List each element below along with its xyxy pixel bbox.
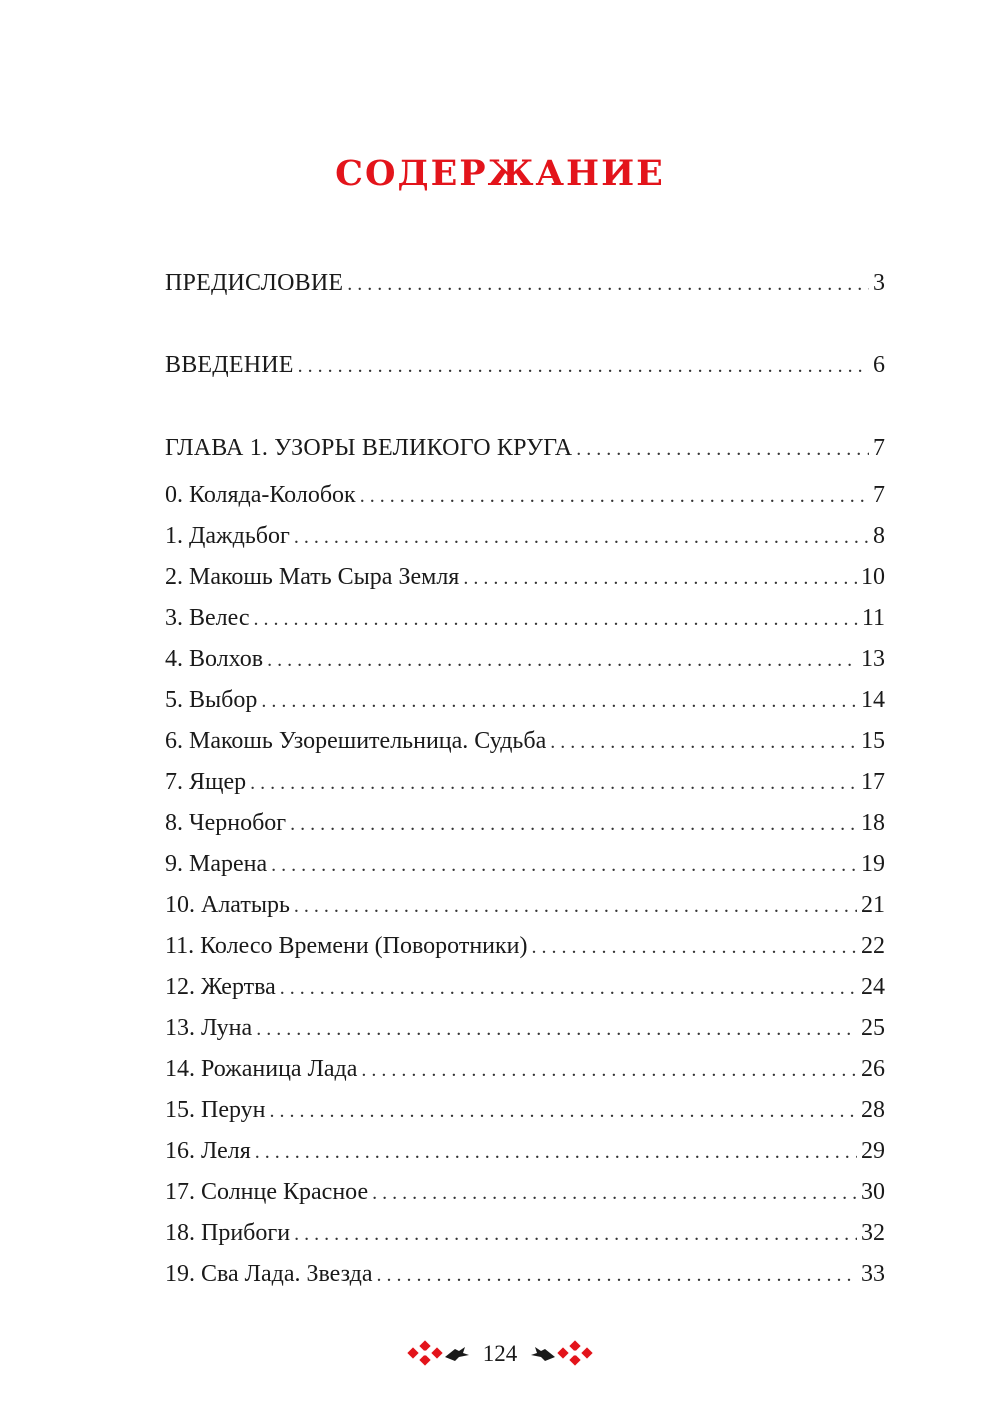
toc-entry[interactable]: [165, 888, 885, 922]
toc-entry[interactable]: [165, 642, 885, 676]
toc-page-number: 17: [861, 769, 885, 795]
dot-leader: [532, 930, 857, 964]
toc-entry-label: 16. Леля: [165, 1138, 251, 1164]
toc-page-number: 18: [861, 810, 885, 836]
toc-entry[interactable]: [165, 683, 885, 717]
toc-entry[interactable]: [165, 1175, 885, 1209]
toc-section-label: ВВЕДЕНИЕ: [165, 352, 294, 378]
toc-page-number: 6: [873, 352, 885, 378]
toc-page-number: 21: [861, 892, 885, 918]
dot-leader: [294, 889, 857, 923]
toc-entry-label: 1. Даждьбог: [165, 523, 290, 549]
toc-page-number: 7: [873, 482, 885, 508]
toc-entry[interactable]: [165, 765, 885, 799]
toc-page-number: 8: [873, 523, 885, 549]
dot-leader: [298, 349, 869, 383]
toc-entry-label: 4. Волхов: [165, 646, 264, 672]
dot-leader: [255, 1135, 857, 1169]
toc-page-number: 10: [861, 564, 885, 590]
toc-entry[interactable]: [165, 1216, 885, 1250]
dot-leader: [550, 725, 857, 759]
toc-page-number: 19: [861, 851, 885, 877]
toc-entry-label: 17. Солнце Красное: [165, 1179, 369, 1205]
dot-leader: [576, 432, 869, 466]
toc-page-number: 30: [861, 1179, 885, 1205]
toc-entry[interactable]: [165, 519, 885, 553]
dot-leader: [270, 1094, 857, 1128]
toc-page-number: 24: [861, 974, 885, 1000]
toc-entry[interactable]: [165, 1257, 885, 1291]
toc-entry-label: 18. Прибоги: [165, 1220, 291, 1246]
toc-entry-label: 5. Выбор: [165, 687, 258, 713]
page-footer: [0, 1337, 1000, 1371]
toc-entry-label: 13. Луна: [165, 1015, 253, 1041]
toc-page-number: 28: [861, 1097, 885, 1123]
page-title: содержание: [335, 138, 665, 197]
folk-ornament-left-icon: [405, 1339, 471, 1369]
toc-page-number: 14: [861, 687, 885, 713]
dot-leader: [463, 561, 857, 595]
toc-section-chapter-1[interactable]: [165, 431, 885, 465]
toc-page-number: 32: [861, 1220, 885, 1246]
dot-leader: [280, 971, 857, 1005]
toc-page-number: 33: [861, 1261, 885, 1287]
toc-section-introduction[interactable]: [165, 348, 885, 382]
dot-leader: [294, 520, 869, 554]
dot-leader: [294, 1217, 857, 1251]
toc-entry-label: 3. Велес: [165, 605, 250, 631]
toc-entry[interactable]: [165, 601, 885, 635]
toc-page-number: 11: [861, 605, 885, 631]
toc-entry[interactable]: [165, 847, 885, 881]
toc-entry-label: 8. Чернобог: [165, 810, 287, 836]
dot-leader: [360, 479, 869, 513]
page-number: 124: [482, 1341, 518, 1366]
dot-leader: [290, 807, 857, 841]
toc-entry[interactable]: [165, 478, 885, 512]
toc-page-number: 7: [873, 435, 885, 461]
dot-leader: [267, 643, 857, 677]
toc-section-preface[interactable]: [165, 266, 885, 300]
toc-entry[interactable]: [165, 1011, 885, 1045]
dot-leader: [256, 1012, 857, 1046]
dot-leader: [361, 1053, 857, 1087]
toc-entry-label: 9. Марена: [165, 851, 268, 877]
toc-page-number: 22: [861, 933, 885, 959]
toc-entry-label: 15. Перун: [165, 1097, 266, 1123]
toc-entry-label: 11. Колесо Времени (Поворотники): [165, 933, 528, 959]
toc-entry-label: 10. Алатырь: [165, 892, 290, 918]
toc-entry[interactable]: [165, 560, 885, 594]
toc-entry[interactable]: [165, 929, 885, 963]
dot-leader: [254, 602, 858, 636]
toc-page-number: 25: [861, 1015, 885, 1041]
dot-leader: [347, 267, 869, 301]
toc-section-label: ГЛАВА 1. УЗОРЫ ВЕЛИКОГО КРУГА: [165, 435, 573, 461]
toc-entry[interactable]: [165, 1052, 885, 1086]
toc-entry-label: 12. Жертва: [165, 974, 276, 1000]
toc-entry-label: 7. Ящер: [165, 769, 247, 795]
toc-entry[interactable]: [165, 724, 885, 758]
dot-leader: [261, 684, 857, 718]
toc-entry-label: 14. Рожаница Лада: [165, 1056, 358, 1082]
toc-section-label: ПРЕДИСЛОВИЕ: [165, 270, 344, 296]
toc-entry-label: 19. Сва Лада. Звезда: [165, 1261, 373, 1287]
toc-page-number: 26: [861, 1056, 885, 1082]
dot-leader: [372, 1176, 857, 1210]
toc-page-number: 29: [861, 1138, 885, 1164]
dot-leader: [250, 766, 857, 800]
dot-leader: [271, 848, 857, 882]
toc-entry[interactable]: [165, 1134, 885, 1168]
toc-entry-label: 0. Коляда-Колобок: [165, 482, 356, 508]
toc-entry[interactable]: [165, 806, 885, 840]
toc-page-number: 13: [861, 646, 885, 672]
folk-ornament-right-icon: [529, 1339, 595, 1369]
toc-entry[interactable]: [165, 970, 885, 1004]
toc-entry-label: 6. Макошь Узорешительница. Судьба: [165, 728, 547, 754]
toc-page-number: 3: [873, 270, 885, 296]
toc-entry-label: 2. Макошь Мать Сыра Земля: [165, 564, 460, 590]
toc-page-number: 15: [861, 728, 885, 754]
toc-entry[interactable]: [165, 1093, 885, 1127]
dot-leader: [377, 1258, 857, 1292]
